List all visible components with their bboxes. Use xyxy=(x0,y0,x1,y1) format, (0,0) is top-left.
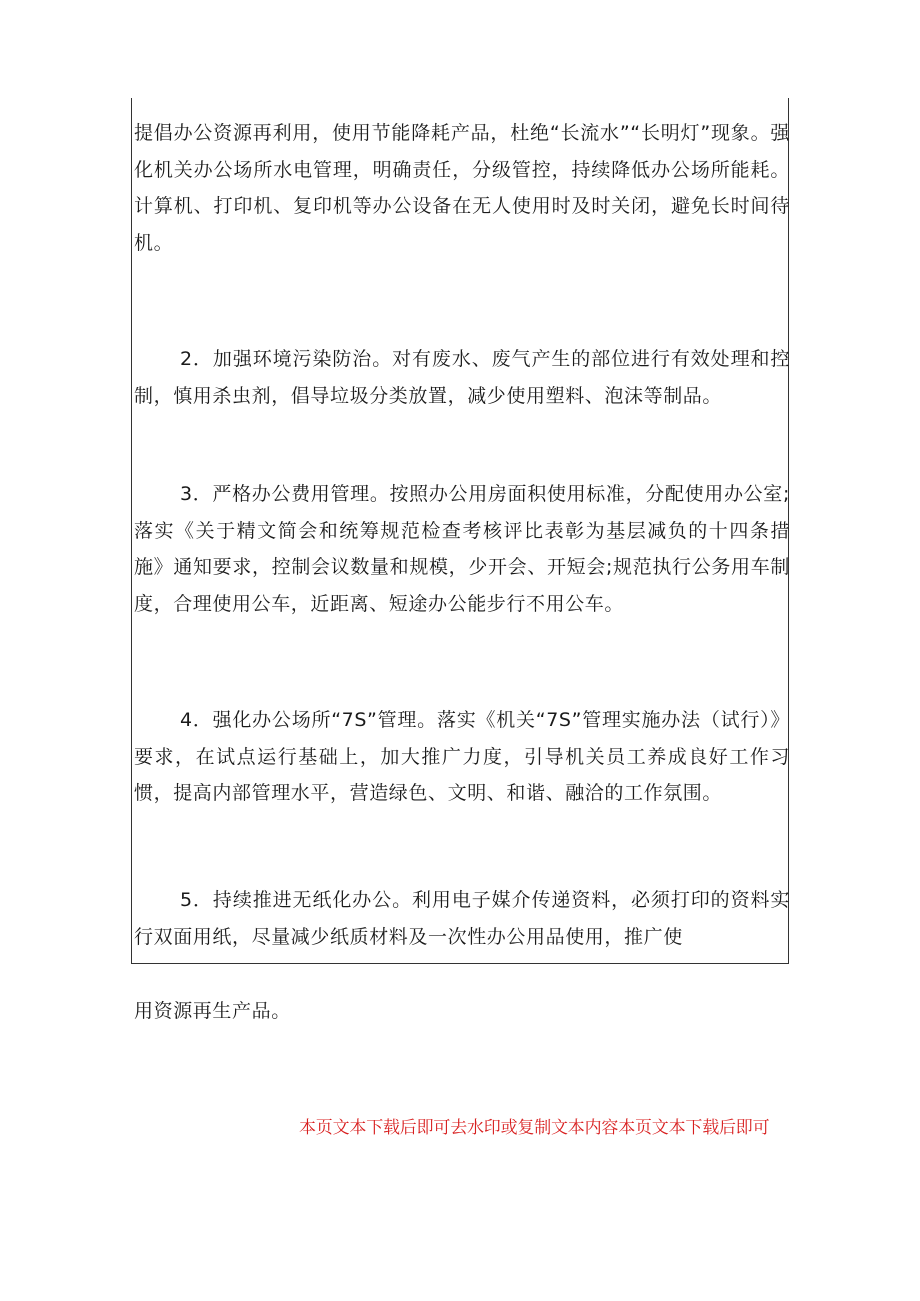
paragraph-expense-management: 3．严格办公费用管理。按照办公用房面积使用标准，分配使用办公室;落实《关于精文简会和统筹规范检查考核评比表彰为基层减负的十四条措施》通知要求，控制会议数量和规模，少开会、开短会;规范执行公务用车制度，合理使用公车，近距离、短途办公能步行不用公车。 xyxy=(134,483,790,615)
paragraph-resource-reuse: 提倡办公资源再利用，使用节能降耗产品，杜绝“长流水”“长明灯”现象。强化机关办公场所水电管理，明确责任，分级管控，持续降低办公场所能耗。计算机、打印机、复印机等办公设备在无人使用时及时关闭，避免长时间待机。 xyxy=(134,122,790,254)
paragraph-paperless-office: 5．持续推进无纸化办公。利用电子媒介传递资料，必须打印的资料实行双面用纸，尽量减少纸质材料及一次性办公用品使用，推广使 xyxy=(134,889,790,948)
watermark-notice: 本页文本下载后即可去水印或复制文本内容本页文本下载后即可 xyxy=(299,1118,770,1138)
paragraph-continuation: 用资源再生产品。 xyxy=(134,1000,291,1022)
paragraph-7s-management: 4．强化办公场所“7S”管理。落实《机关“7S”管理实施办法（试行）》要求，在试点运行基础上，加大推广力度，引导机关员工养成良好工作习惯，提高内部管理水平，营造绿色、文明、和谐、融洽的工作氛围。 xyxy=(134,709,790,804)
paragraph-pollution-control: 2．加强环境污染防治。对有废水、废气产生的部位进行有效处理和控制，慎用杀虫剂，倡导垃圾分类放置，减少使用塑料、泡沫等制品。 xyxy=(134,348,790,407)
